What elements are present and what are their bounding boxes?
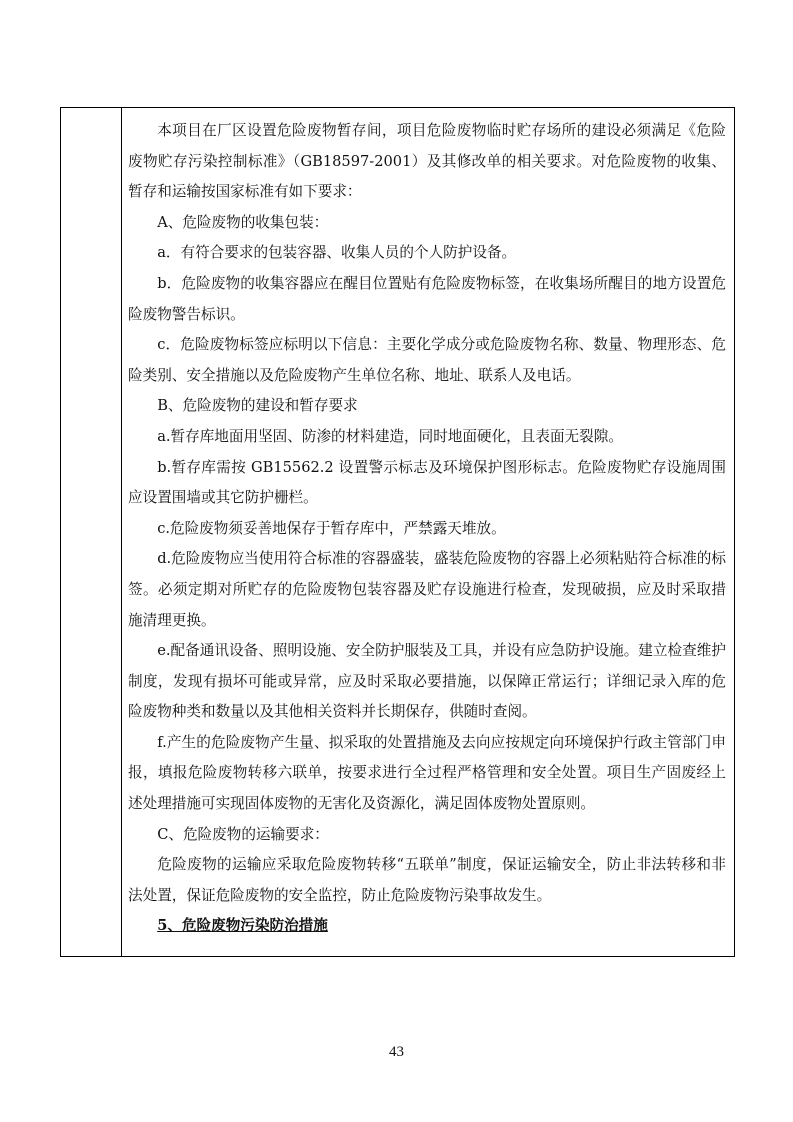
section-heading: 5、危险废物污染防治措施 xyxy=(157,917,328,935)
item-a-a: a．有符合要求的包装容器、收集人员的个人防护设备。 xyxy=(157,244,517,262)
transport-paragraph: 危险废物的运输应采取危险废物转移“五联单”制度，保证运输安全，防止非法转移和非法处置，保证危险废物的安全监控，防止危险废物污染事故发生。 xyxy=(128,856,726,904)
item-b-d: d.危险废物应当使用符合标准的容器盛装，盛装危险废物的容器上必须粘贴符合标准的标签。必须定期对所贮存的危险废物包装容器及贮存设施进行检查，发现破损，应及时采取措施清理更换。 xyxy=(128,550,726,629)
section-b-title: B、危险废物的建设和暂存要求 xyxy=(157,397,358,415)
section-a-title: A、危险废物的收集包装： xyxy=(157,213,329,231)
text-cell xyxy=(128,116,726,942)
item-b-e: e.配备通讯设备、照明设施、安全防护服装及工具，并设有应急防护设施。建立检查维护制度，发现有损坏可能或异常，应及时采取必要措施，以保障正常运行；详细记录入库的危险废物种类和数量以及其他相关资料并长期保存，供随时查阅。 xyxy=(128,642,726,721)
item-b-c: c.危险废物须妥善地保存于暂存库中，严禁露天堆放。 xyxy=(157,519,506,537)
page-number: 43 xyxy=(389,1044,404,1060)
item-a-b: b．危险废物的收集容器应在醒目位置贴有危险废物标签，在收集场所醒目的地方设置危险废物警告标识。 xyxy=(128,274,726,323)
item-b-f: f.产生的危险废物产生量、拟采取的处置措施及去向应按规定向环境保护行政主管部门申报，填报危险废物转移六联单，按要求进行全过程严格管理和安全处置。项目生产固废经上述处理措施可实现固体废物的无害化及资源化，满足固体废物处置原则。 xyxy=(128,733,726,813)
section-heading-paragraph xyxy=(128,911,726,942)
item-b-a: a.暂存库地面用坚固、防渗的材料建造，同时地面硬化，且表面无裂隙。 xyxy=(157,427,623,445)
item-b-b: b.暂存库需按 GB15562.2 设置警示标志及环境保护图形标志。危险废物贮存设施周围应设置围墙或其它防护栅栏。 xyxy=(128,458,726,507)
section-c-title: C、危险废物的运输要求： xyxy=(157,825,329,843)
item-a-c: c．危险废物标签应标明以下信息：主要化学成分或危险废物名称、数量、物理形态、危险类别、安全措施以及危险废物产生单位名称、地址、联系人及电话。 xyxy=(128,336,726,384)
table-column-divider xyxy=(121,108,122,956)
intro-paragraph: 本项目在厂区设置危险废物暂存间，项目危险废物临时贮存场所的建设必须满足《危险废物贮存污染控制标准》（GB18597-2001）及其修改单的相关要求。对危险废物的收集、暂存和运输按国家标准有如下要求： xyxy=(128,122,726,201)
content-table xyxy=(60,107,735,957)
